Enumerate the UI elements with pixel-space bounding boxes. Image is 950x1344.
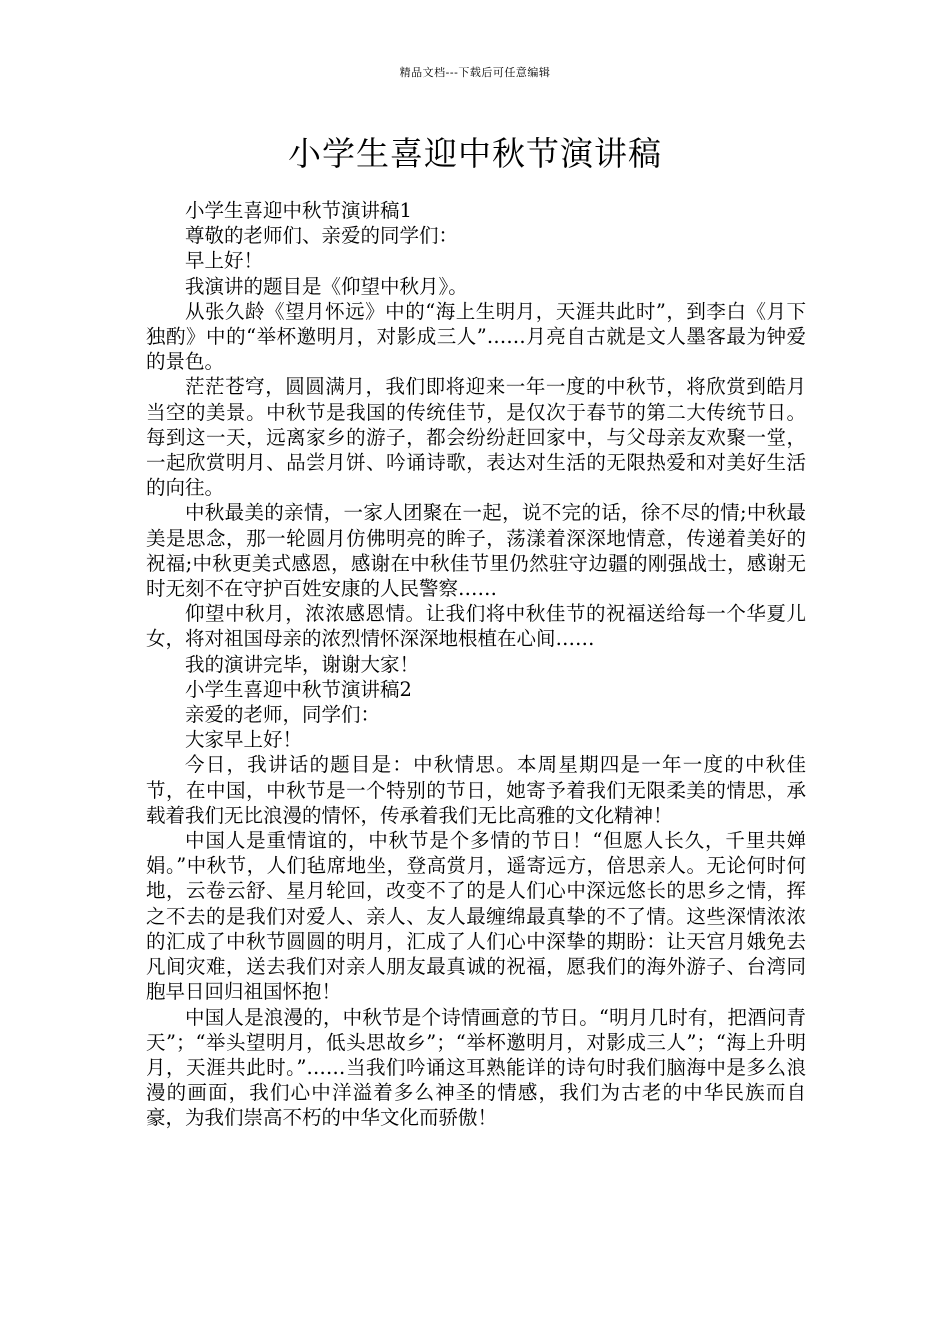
paragraph: 我的演讲完毕，谢谢大家！ [185, 652, 420, 676]
paragraph: 大家早上好！ [185, 728, 303, 752]
document-body [146, 198, 806, 1131]
header-note: 精品文档---下载后可任意编辑 [399, 66, 551, 79]
paragraph: 中国人是浪漫的，中秋节是个诗情画意的节日。“明月几时有，把酒问青天”；“举头望明月，低头思故乡”；“举杯邀明月，对影成三人”；“海上升明月，天涯共此时。”……当我们吟诵这耳熟能详的诗句时我们脑海中是多么浪漫的画面，我们心中洋溢着多么神圣的情感，我们为古老的中华民族而自豪，为我们崇高不朽的中华文化而骄傲！ [146, 1005, 806, 1130]
paragraph: 仰望中秋月，浓浓感恩情。让我们将中秋佳节的祝福送给每一个华夏儿女，将对祖国母亲的浓烈情怀深深地根植在心间…… [146, 602, 806, 651]
paragraph: 早上好！ [185, 249, 264, 273]
paragraph: 茫茫苍穹，圆圆满月，我们即将迎来一年一度的中秋节，将欣赏到皓月当空的美景。中秋节是我国的传统佳节，是仅次于春节的第二大传统节日。每到这一天，远离家乡的游子，都会纷纷赶回家中，与父母亲友欢聚一堂，一起欣赏明月、品尝月饼、吟诵诗歌，表达对生活的无限热爱和对美好生活的向往。 [146, 375, 806, 500]
paragraph: 今日，我讲话的题目是：中秋情思。本周星期四是一年一度的中秋佳节，在中国，中秋节是一个特别的节日，她寄予着我们无限柔美的情思，承载着我们无比浪漫的情怀，传承着我们无比高雅的文化精神！ [146, 753, 806, 827]
paragraph: 亲爱的老师，同学们： [185, 703, 381, 727]
paragraph: 中秋最美的亲情，一家人团聚在一起，说不完的话，徐不尽的情;中秋最美是思念，那一轮圆月仿佛明亮的眸子，荡漾着深深地情意，传递着美好的祝福;中秋更美式感恩，感谢在中秋佳节里仍然驻守边疆的刚强战士，感谢无时无刻不在守护百姓安康的人民警察…… [146, 501, 806, 601]
paragraph: 小学生喜迎中秋节演讲稿1 [185, 199, 412, 222]
paragraph: 中国人是重情谊的，中秋节是个多情的节日！“但愿人长久，千里共婵娟。”中秋节，人们毡席地坐，登高赏月，遥寄远方，倍思亲人。无论何时何地，云卷云舒、星月轮回，改变不了的是人们心中深远悠长的思乡之情，挥之不去的是我们对爱人、亲人、友人最缠绵最真挚的不了情。这些深情浓浓的汇成了中秋节圆圆的明月，汇成了人们心中深挚的期盼：让天宫月娥免去凡间灾难，送去我们对亲人朋友最真诚的祝福，愿我们的海外游子、台湾同胞早日回归祖国怀抱！ [146, 829, 806, 1004]
document-title: 小学生喜迎中秋节演讲稿 [288, 134, 662, 173]
paragraph: 从张久龄《望月怀远》中的“海上生明月，天涯共此时”，到李白《月下独酌》中的“举杯邀明月，对影成三人”……月亮自古就是文人墨客最为钟爱的景色。 [146, 299, 806, 374]
paragraph: 小学生喜迎中秋节演讲稿2 [185, 677, 412, 701]
paragraph: 尊敬的老师们、亲爱的同学们： [185, 224, 459, 248]
paragraph: 我演讲的题目是《仰望中秋月》。 [185, 274, 468, 298]
